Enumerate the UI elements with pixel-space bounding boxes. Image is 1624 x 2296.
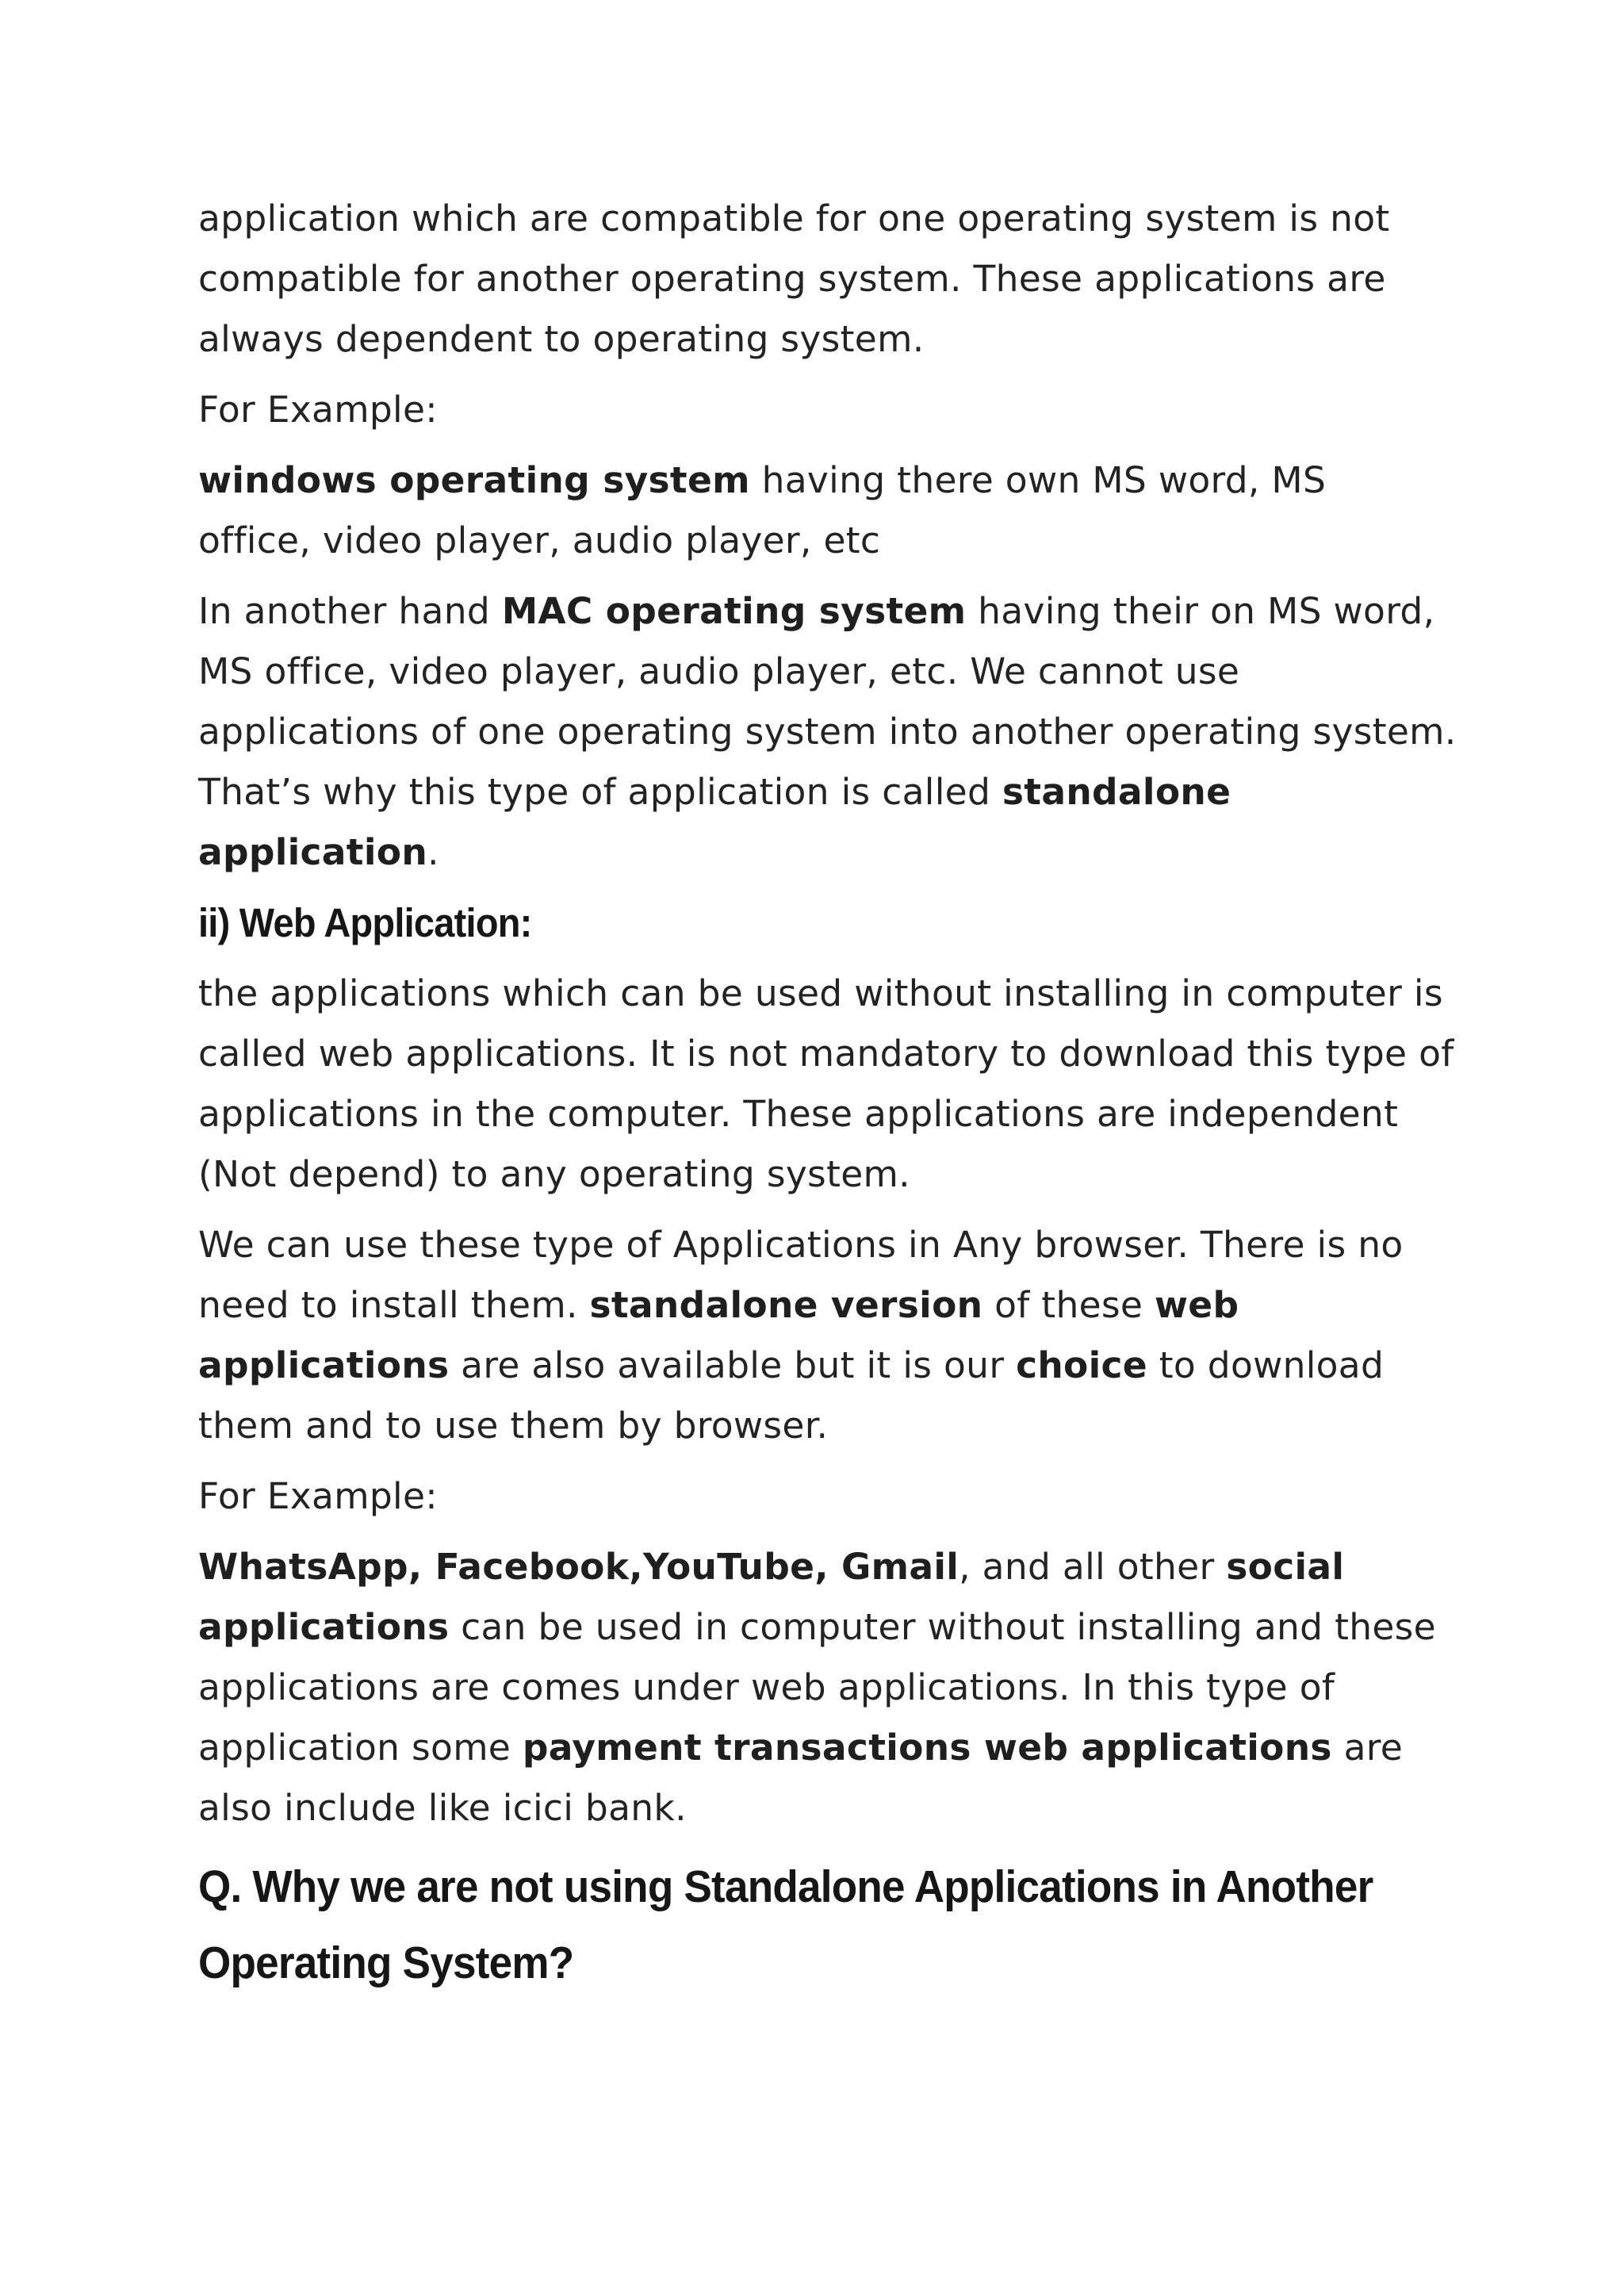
bold-text: WhatsApp, Facebook,YouTube, Gmail — [198, 1546, 959, 1588]
text-line: office, video player, audio player, etc — [198, 519, 881, 562]
text-line: applications in the computer. These applications are independent — [198, 1093, 1399, 1135]
bold-text: standalone version — [589, 1284, 983, 1326]
heading-web-application: ii) Web Application: — [198, 900, 532, 945]
bold-text: MAC operating system — [501, 590, 967, 632]
text-line — [198, 1718, 1443, 1778]
bold-text: payment transactions web applications — [522, 1727, 1332, 1769]
text-line — [198, 1597, 1443, 1658]
paragraph-web-examples — [198, 1537, 1443, 1838]
text-line: For Example: — [198, 389, 438, 431]
text-span: need to install them. — [198, 1284, 590, 1326]
text-line: MS office, video player, audio player, etc. We cannot use — [198, 650, 1240, 692]
text-line: applications of one operating system into another operating system. — [198, 711, 1457, 753]
text-line — [198, 1336, 1443, 1396]
paragraph-web-browser — [198, 1215, 1443, 1456]
text-span: are — [1331, 1727, 1404, 1769]
text-line: always dependent to operating system. — [198, 318, 925, 360]
heading-line: Operating System? — [198, 1938, 574, 1988]
text-line — [198, 822, 1443, 883]
text-line: called web applications. It is not mandatory to download this type of — [198, 1033, 1454, 1075]
text-span: , and all other — [959, 1546, 1227, 1588]
bold-text: standalone — [1002, 771, 1231, 813]
text-span: having there own MS word, MS — [749, 459, 1327, 501]
text-span: That’s why this type of application is called — [198, 771, 1002, 813]
text-line: also include like icici bank. — [198, 1787, 687, 1829]
bold-text: choice — [1016, 1344, 1147, 1386]
text-span: can be used in computer without installing and these — [449, 1606, 1436, 1648]
text-line — [198, 762, 1443, 822]
bold-text: social — [1226, 1546, 1345, 1588]
text-line — [198, 1275, 1443, 1336]
text-line: compatible for another operating system. These applications are — [198, 258, 1386, 300]
bold-text: applications — [198, 1606, 450, 1648]
bold-text: web — [1154, 1284, 1239, 1326]
paragraph-os-compatibility — [198, 189, 1443, 370]
text-line: the applications which can be used without installing in computer is — [198, 972, 1443, 1014]
paragraph-windows-example — [198, 450, 1443, 571]
document-page — [198, 189, 1457, 2001]
text-span: to download — [1147, 1344, 1385, 1386]
paragraph-for-example-2 — [198, 1466, 1443, 1527]
paragraph-mac-example — [198, 581, 1457, 883]
text-line: For Example: — [198, 1475, 438, 1517]
paragraph-web-definition — [198, 964, 1454, 1205]
bold-text: application — [198, 831, 428, 873]
text-line: applications are comes under web applications. In this type of — [198, 1666, 1335, 1708]
text-line — [198, 581, 1443, 642]
paragraph-for-example-1 — [198, 380, 1443, 440]
text-line — [198, 450, 1443, 511]
bold-text: applications — [198, 1344, 450, 1386]
text-span: . — [427, 831, 439, 873]
text-line: We can use these type of Applications in Any browser. There is no — [198, 1224, 1404, 1266]
text-span: are also available but it is our — [449, 1344, 1017, 1386]
bold-text: windows operating system — [198, 459, 750, 501]
text-span: having their on MS word, — [966, 590, 1435, 632]
text-line: (Not depend) to any operating system. — [198, 1153, 910, 1195]
text-line — [198, 1537, 1443, 1597]
text-line: them and to use them by browser. — [198, 1405, 829, 1447]
text-span: application some — [198, 1727, 523, 1769]
text-span: In another hand — [198, 590, 502, 632]
heading-line: Q. Why we are not using Standalone Applications in Another — [198, 1861, 1373, 1912]
text-line: application which are compatible for one operating system is not — [198, 197, 1390, 240]
text-span: of these — [982, 1284, 1155, 1326]
heading-question — [198, 1849, 1373, 2001]
